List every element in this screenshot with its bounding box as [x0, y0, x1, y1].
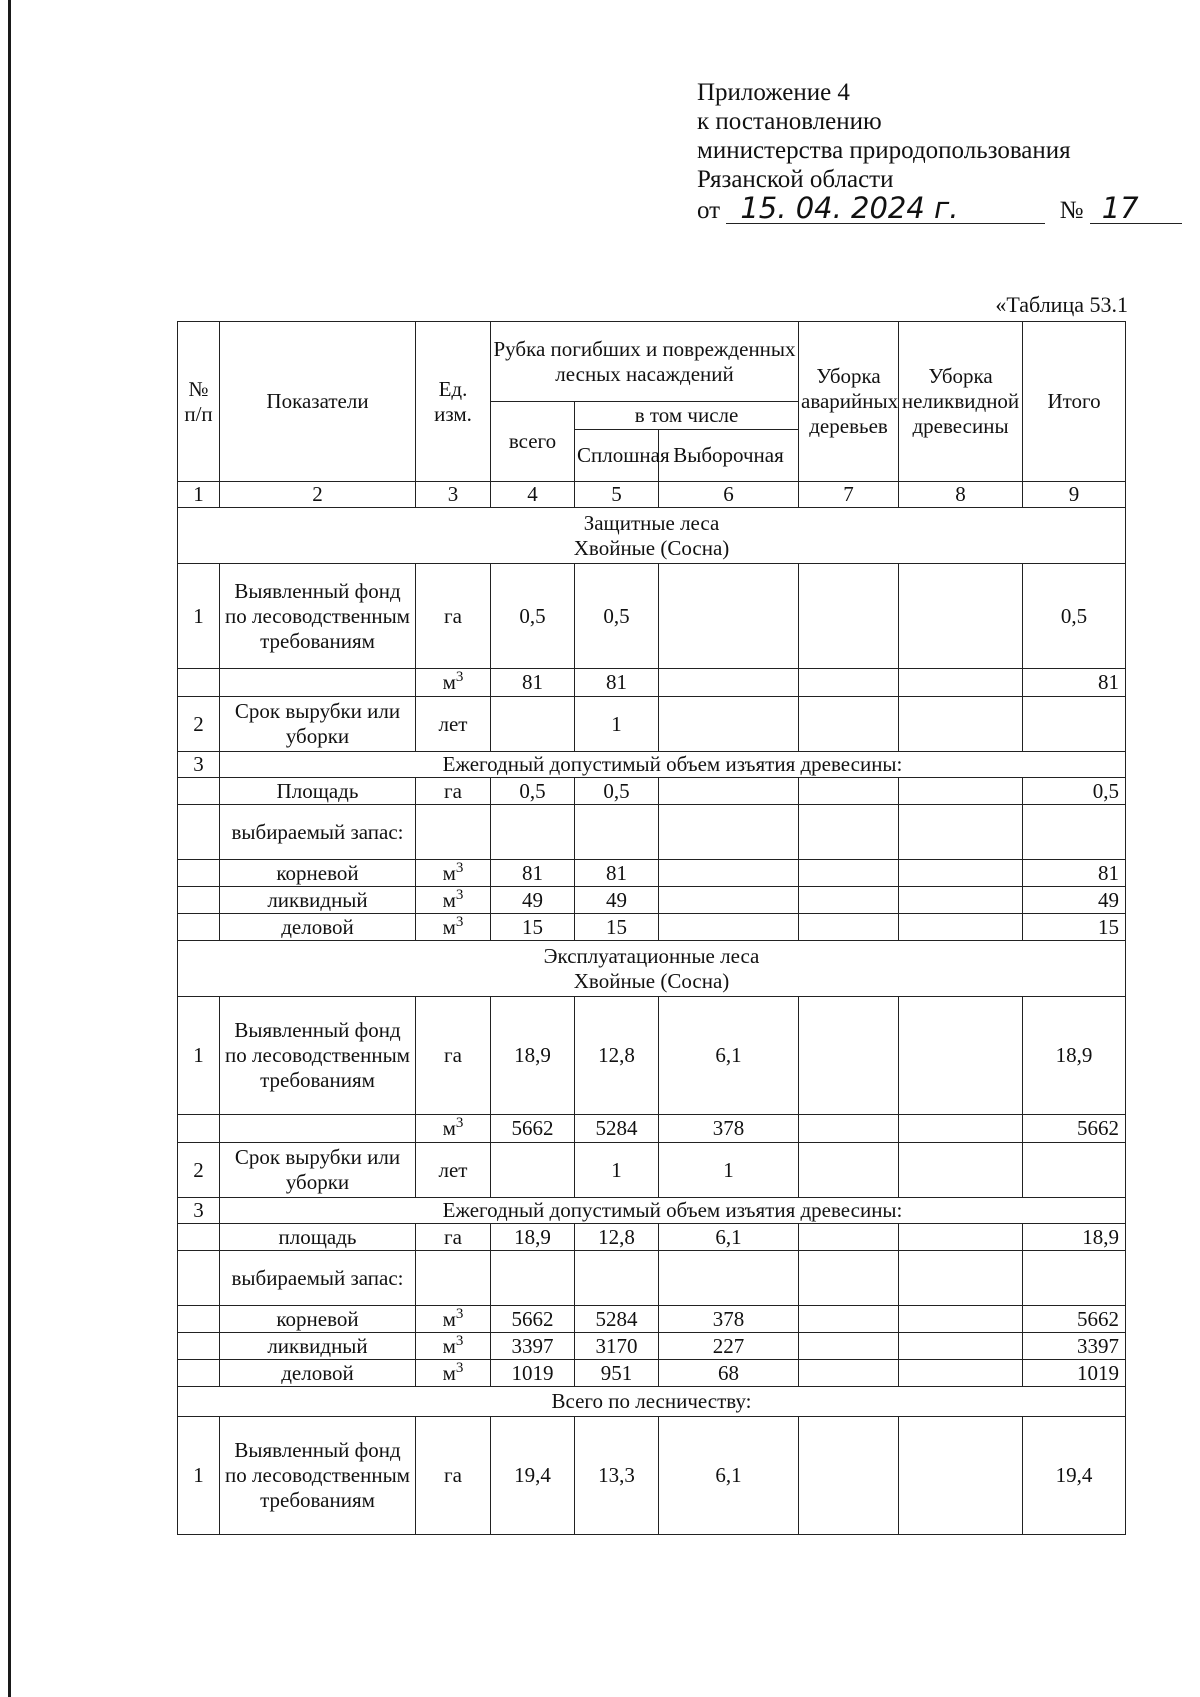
cell-total: 5662 [491, 1115, 575, 1143]
cell-clear: 1 [575, 697, 659, 752]
col-illiquid: Уборка неликвидной древесины [899, 322, 1023, 482]
cell-total: 81 [491, 669, 575, 697]
table-row [178, 1333, 1126, 1360]
cell-selective: 6,1 [659, 1417, 799, 1535]
row-unit: лет [416, 1143, 491, 1198]
row-label: Площадь [220, 778, 416, 805]
row-label: корневой [220, 1306, 416, 1333]
col-number: 5 [575, 482, 659, 508]
cell-selective: 1 [659, 1143, 799, 1198]
row-label: Срок вырубки или уборки [220, 697, 416, 752]
col-num: № п/п [178, 322, 220, 482]
cell-selective [659, 914, 799, 941]
cell-selective [659, 669, 799, 697]
cell-clear: 0,5 [575, 778, 659, 805]
cell-selective: 378 [659, 1115, 799, 1143]
cell-sum: 49 [1023, 887, 1126, 914]
col-clear: Сплошная [575, 430, 659, 482]
table-row [178, 1360, 1126, 1387]
header-line-4: Рязанской области [697, 166, 894, 193]
table-row [178, 1306, 1126, 1333]
cell-selective: 68 [659, 1360, 799, 1387]
row-label: площадь [220, 1224, 416, 1251]
scan-edge [8, 0, 11, 1697]
cell-clear: 951 [575, 1360, 659, 1387]
row-num: 1 [178, 997, 220, 1115]
col-number: 3 [416, 482, 491, 508]
row-label: ликвидный [220, 1333, 416, 1360]
cell-total: 0,5 [491, 778, 575, 805]
row-label: Выявленный фонд по лесоводственным требованиям [220, 564, 416, 669]
row-label: ликвидный [220, 887, 416, 914]
col-emergency: Уборка аварийных деревьев [799, 322, 899, 482]
row-unit: га [416, 997, 491, 1115]
col-unit: Ед. изм. [416, 322, 491, 482]
cell-sum: 18,9 [1023, 1224, 1126, 1251]
col-indicator: Показатели [220, 322, 416, 482]
cell-clear: 49 [575, 887, 659, 914]
cell-sum: 1019 [1023, 1360, 1126, 1387]
date-prefix: от [697, 197, 721, 224]
table-row [178, 564, 1126, 669]
col-group: Рубка погибших и поврежденных лесных насаждений [491, 322, 799, 402]
cell-total: 0,5 [491, 564, 575, 669]
cell-sum: 5662 [1023, 1306, 1126, 1333]
row-label: деловой [220, 914, 416, 941]
cell-clear: 81 [575, 669, 659, 697]
cell-sum: 0,5 [1023, 564, 1126, 669]
col-number: 7 [799, 482, 899, 508]
row-num: 3 [178, 752, 220, 778]
cell-clear: 3170 [575, 1333, 659, 1360]
row-unit: лет [416, 697, 491, 752]
row-num: 2 [178, 1143, 220, 1198]
col-number: 8 [899, 482, 1023, 508]
cell-clear: 13,3 [575, 1417, 659, 1535]
table-row [178, 997, 1126, 1115]
table-row [178, 1417, 1126, 1535]
row-unit: $м^3$ [416, 914, 491, 941]
cell-selective: 6,1 [659, 997, 799, 1115]
cell-clear: 12,8 [575, 997, 659, 1115]
date-value: 15. 04. 2024 г. [726, 194, 1045, 224]
cell-clear: 81 [575, 860, 659, 887]
cell-selective: 227 [659, 1333, 799, 1360]
header-line-3: министерства природопользования [697, 137, 1071, 164]
row-unit: $м^3$ [416, 669, 491, 697]
table-row [178, 778, 1126, 805]
row-label: Ежегодный допустимый объем изъятия древесины: [220, 752, 1126, 778]
row-label: Ежегодный допустимый объем изъятия древесины: [220, 1198, 1126, 1224]
col-number: 6 [659, 482, 799, 508]
row-num: 3 [178, 1198, 220, 1224]
section-subtitle: Хвойные (Сосна) [573, 535, 730, 560]
cell-clear: 1 [575, 1143, 659, 1198]
cell-total: 18,9 [491, 997, 575, 1115]
table-row [178, 752, 1126, 778]
column-numbers-row [178, 482, 1126, 508]
row-unit: $м^3$ [416, 1333, 491, 1360]
cell-clear: 12,8 [575, 1224, 659, 1251]
cell-selective [659, 860, 799, 887]
table-row [178, 1251, 1126, 1306]
row-label: выбираемый запас: [220, 805, 416, 860]
col-including: в том числе [575, 402, 799, 430]
row-unit: га [416, 1417, 491, 1535]
section-title-row [178, 941, 1126, 997]
section-title-row [178, 508, 1126, 564]
number-prefix: № [1059, 197, 1084, 224]
row-label: корневой [220, 860, 416, 887]
cell-clear: 5284 [575, 1306, 659, 1333]
row-num: 1 [178, 1417, 220, 1535]
header-line-2: к постановлению [697, 108, 882, 135]
row-label: Срок вырубки или уборки [220, 1143, 416, 1198]
row-unit: $м^3$ [416, 860, 491, 887]
cell-total: 81 [491, 860, 575, 887]
row-num: 2 [178, 697, 220, 752]
cell-sum: 15 [1023, 914, 1126, 941]
cell-selective: 6,1 [659, 1224, 799, 1251]
col-number: 2 [220, 482, 416, 508]
row-unit: $м^3$ [416, 1360, 491, 1387]
cell-selective [659, 697, 799, 752]
cell-total: 18,9 [491, 1224, 575, 1251]
section-title: Эксплуатационные леса [543, 943, 760, 968]
cell-clear: 15 [575, 914, 659, 941]
row-unit: $м^3$ [416, 887, 491, 914]
approval-header [697, 78, 1182, 225]
col-sum: Итого [1023, 322, 1126, 482]
row-unit: $м^3$ [416, 1306, 491, 1333]
header-line-1: Приложение 4 [697, 79, 850, 106]
section-title: Всего по лесничеству: [178, 1387, 1126, 1417]
row-num: 1 [178, 564, 220, 669]
cell-total: 5662 [491, 1306, 575, 1333]
section-title: Защитные леса [583, 510, 720, 535]
row-unit: га [416, 564, 491, 669]
row-label: Выявленный фонд по лесоводственным требованиям [220, 1417, 416, 1535]
cell-total: 19,4 [491, 1417, 575, 1535]
cell-clear: 5284 [575, 1115, 659, 1143]
col-selective: Выборочная [659, 430, 799, 482]
cell-sum: 81 [1023, 669, 1126, 697]
row-label: деловой [220, 1360, 416, 1387]
table-row [178, 697, 1126, 752]
table-row [178, 1115, 1126, 1143]
cell-selective: 378 [659, 1306, 799, 1333]
row-unit: $м^3$ [416, 1115, 491, 1143]
cell-selective [659, 887, 799, 914]
number-value: 17 [1090, 194, 1182, 224]
section-subtitle: Хвойные (Сосна) [573, 968, 730, 993]
table-row [178, 669, 1126, 697]
col-number: 9 [1023, 482, 1126, 508]
table-row [178, 805, 1126, 860]
row-unit: га [416, 1224, 491, 1251]
table-row [178, 887, 1126, 914]
cell-sum: 5662 [1023, 1115, 1126, 1143]
table-caption: «Таблица 53.1 [995, 292, 1128, 317]
cell-sum: 0,5 [1023, 778, 1126, 805]
row-label: Выявленный фонд по лесоводственным требованиям [220, 997, 416, 1115]
cell-total: 49 [491, 887, 575, 914]
cell-total: 3397 [491, 1333, 575, 1360]
row-unit: га [416, 778, 491, 805]
col-number: 4 [491, 482, 575, 508]
table-row [178, 860, 1126, 887]
header-date-line [697, 191, 1182, 225]
forest-table [177, 321, 1126, 1535]
cell-total: 1019 [491, 1360, 575, 1387]
col-number: 1 [178, 482, 220, 508]
table-row [178, 1198, 1126, 1224]
cell-selective [659, 564, 799, 669]
cell-selective [659, 778, 799, 805]
cell-sum: 81 [1023, 860, 1126, 887]
row-label: выбираемый запас: [220, 1251, 416, 1306]
col-total: всего [491, 402, 575, 482]
table-row [178, 914, 1126, 941]
cell-total: 15 [491, 914, 575, 941]
table-row [178, 1224, 1126, 1251]
table-row [178, 1143, 1126, 1198]
cell-sum: 3397 [1023, 1333, 1126, 1360]
cell-clear: 0,5 [575, 564, 659, 669]
cell-sum: 18,9 [1023, 997, 1126, 1115]
cell-sum: 19,4 [1023, 1417, 1126, 1535]
section-title-row [178, 1387, 1126, 1417]
